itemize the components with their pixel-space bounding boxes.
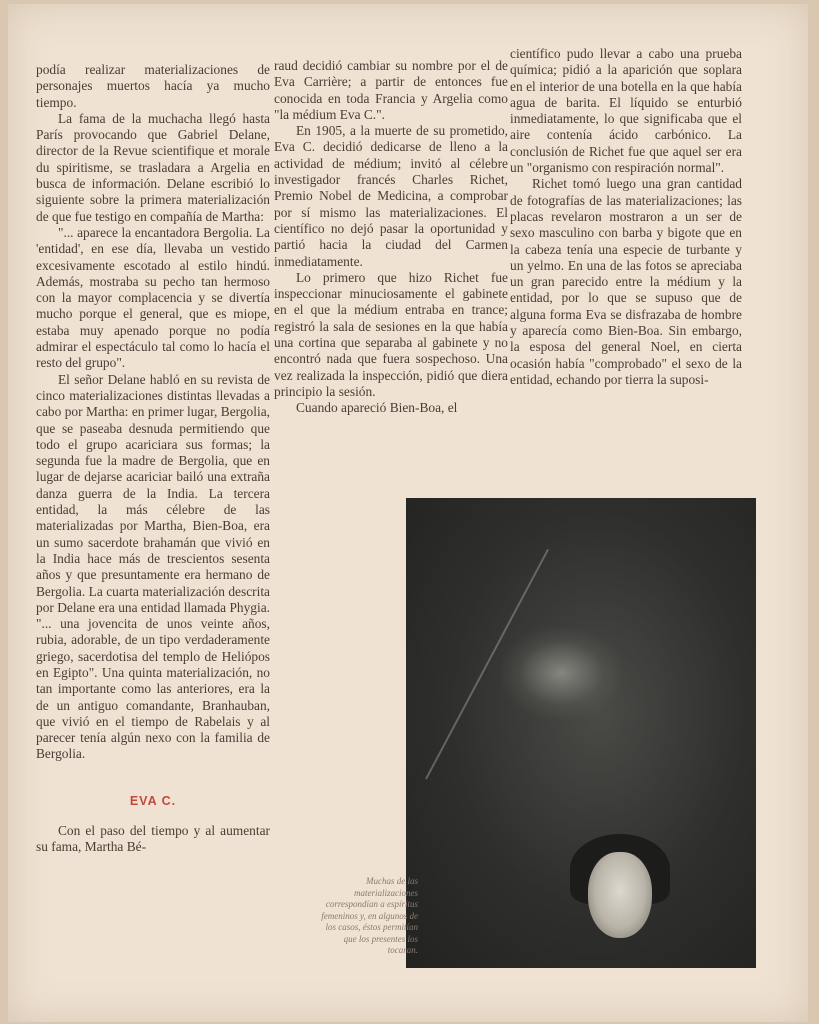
photo-caption: Muchas de las materializaciones correspondían a espíritus femeninos y, en algunos de los casos, éstos permitían que los presentes los tocaran. <box>321 876 418 955</box>
magazine-page <box>8 4 808 1022</box>
text-column-1 <box>36 62 270 856</box>
paragraph: Con el paso del tiempo y al aumentar su fama, Martha Bé- <box>36 823 270 855</box>
photo-glow <box>501 628 621 718</box>
materialization-photo <box>406 498 756 968</box>
text-column-3 <box>510 46 742 388</box>
paragraph: En 1905, a la muerte de su prometido, Eva C. decidió dedicarse de lleno a la actividad de médium; invitó al célebre investigador francés Charles Richet, Premio Nobel de Medicina, a comprobar por sí mismo las materializaciones. El científico no dejó pasar la oportunidad y partió hacia la ciudad del Carmen inmediatamente. <box>274 123 508 269</box>
paragraph: raud decidió cambiar su nombre por el de Eva Carrière; a partir de entonces fue conocida en toda Francia y Argelia como "la médium Eva C.". <box>274 58 508 122</box>
paragraph: Richet tomó luego una gran cantidad de fotografías de las materializaciones; las placas revelaron mostraron a un ser de sexo masculino con barba y bigote que en la cabeza tenía una especie de turbante y un yelmo. En una de las fotos se apreciaba un gran parecido entre la médium y la entidad, por lo que se supuso que de alguna forma Eva se disfrazaba de hombre y aparecía como Bien-Boa. Sin embargo, la esposa del general Noel, en cierta ocasión había "comprobado" el sexo de la entidad, echando por tierra la suposi- <box>510 176 742 387</box>
paragraph: científico pudo llevar a cabo una prueba química; pidió a la aparición que soplara en el interior de una botella en la que había agua de barita. El líquido se enturbió inmediatamente, lo que significaba que el aire contenía ácido carbónico. La conclusión de Richet fue que aquel ser era un "organismo con respiración normal". <box>510 46 742 176</box>
paragraph: La fama de la muchacha llegó hasta París provocando que Gabriel Delane, director de la Revue scientifique et morale du spiritisme, se trasladara a Argelia en busca de información. Delane escribió lo siguiente sobre la primera materialización de que fue testigo en compañía de Martha: <box>36 110 270 224</box>
text-column-2 <box>274 58 508 417</box>
section-subheading: EVA C. <box>129 793 177 808</box>
paragraph: El señor Delane habló en su revista de cinco materializaciones distintas llevadas a cabo por Martha: en primer lugar, Bergolia, que se paseaba desnuda permitiendo que todo el grupo acariciara sus formas; la segunda fue la madre de Bergolia, que en lugar de dejarse acariciar bailó una extraña danza guerra de la India. La tercera entidad, la más célebre de las materializadas por Martha, Bien-Boa, era un sumo sacerdote brahamán que vivió en la India hace más de trescientos sesenta años y que presuntamente era hermano de Bergolia. La cuarta materialización descrita por Delane era una entidad llamada Phygia. "... una jovencita de unos veinte años, rubia, adorable, de un tipo verdaderamente griego, sacerdotisa del templo de Heliópos en Egipto". Una quinta materialización, no tan importante como las anteriores, era la de un antiguo comandante, Branhauban, que vivió en el tiempo de Rabelais y al parecer tenía algún nexo con la familia de Bergolia. <box>36 371 270 762</box>
paragraph: Lo primero que hizo Richet fue inspeccionar minuciosamente el gabinete en el que la médium entraba en trance; registró la sala de sesiones en la que había una cortina que separaba al gabinete y no encontró nada que fuera sospechoso. Una vez realizada la inspección, pidió que diera principio la sesión. <box>274 269 508 399</box>
paragraph: Cuando apareció Bien-Boa, el <box>296 400 458 416</box>
paragraph: podía realizar materializaciones de personajes muertos hacía ya mucho tiempo. <box>36 62 270 110</box>
photo-face <box>588 852 652 938</box>
quote-paragraph: "... aparece la encantadora Bergolia. La 'entidad', en ese día, llevaba un vestido excesivamente escotado al estilo hindú. Además, mostraba su pecho tan hermoso con la mayor complacencia y se divertía mucho porque el general, que es miope, estaba muy apenado porque no podía admirar el espectáculo tal como lo hacía el resto del grupo". <box>36 224 270 371</box>
